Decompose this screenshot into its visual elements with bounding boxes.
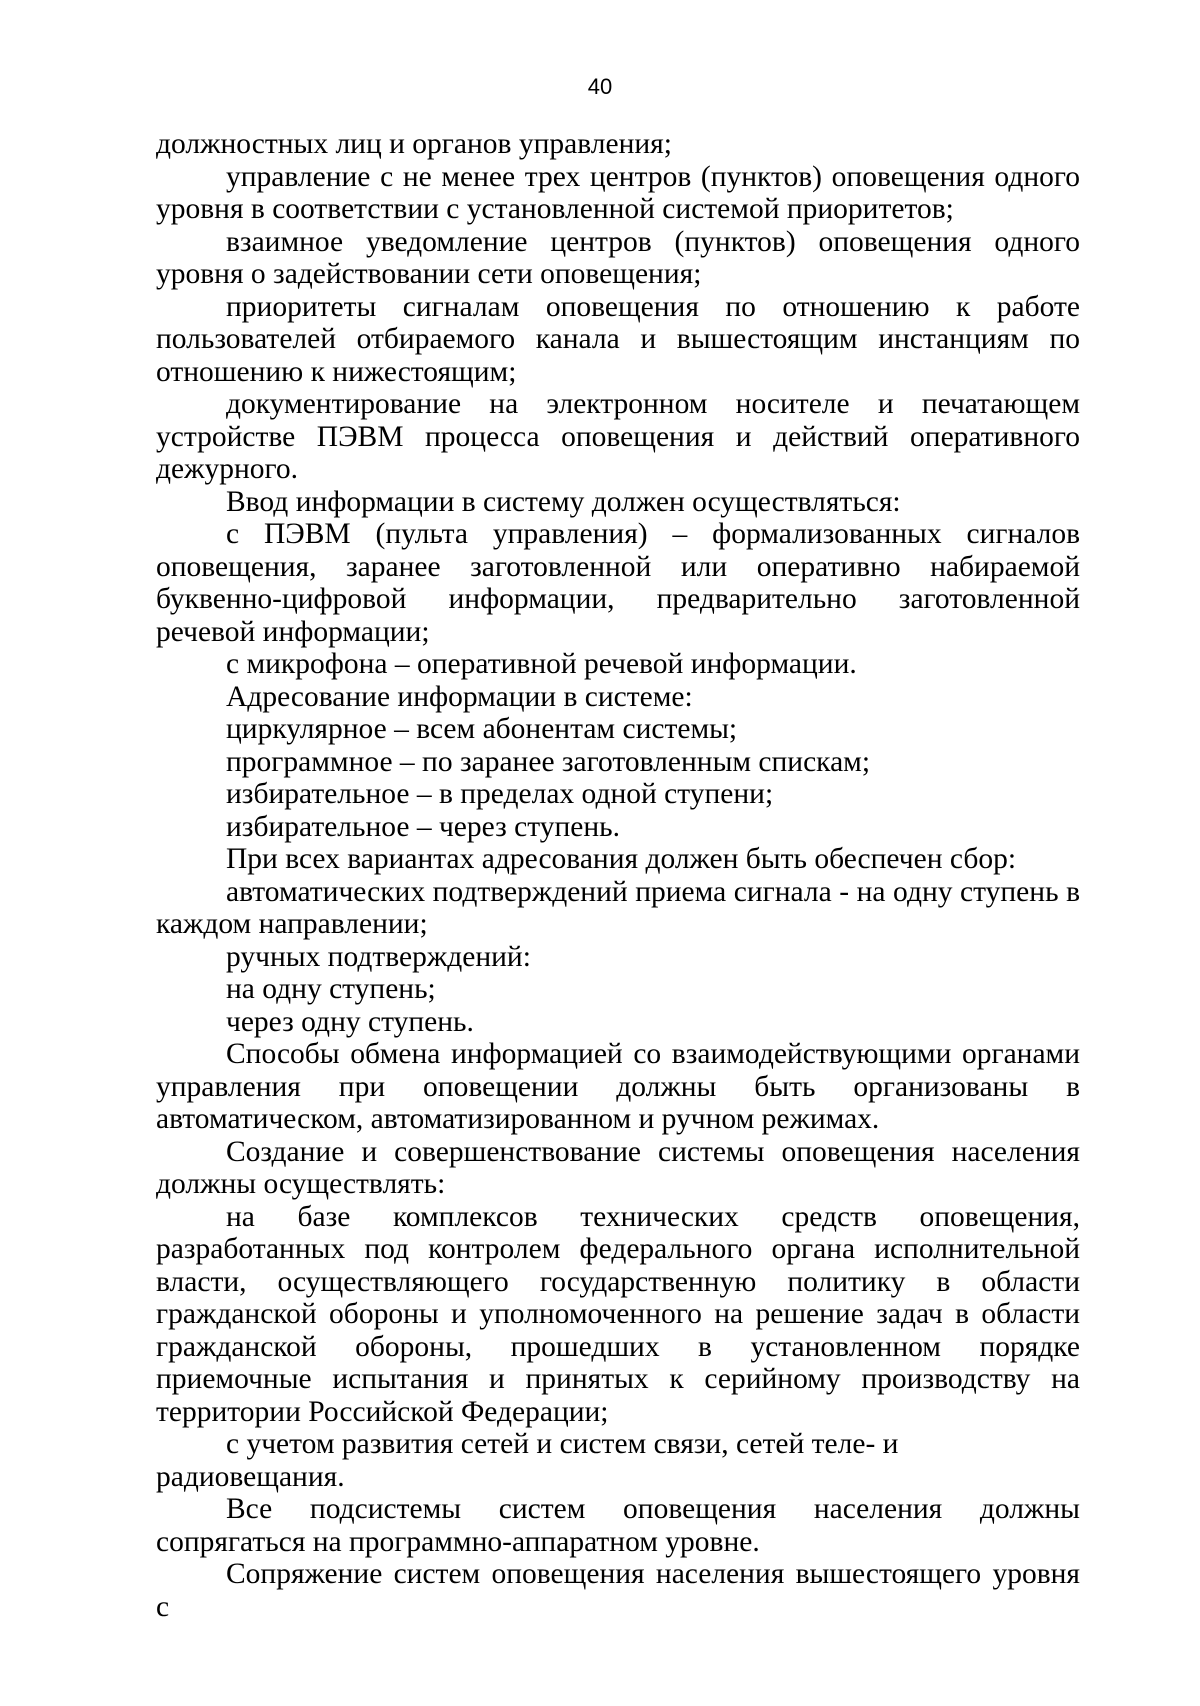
paragraph: приоритеты сигналам оповещения по отношению к работе пользователей отбираемого канала и вышестоящим инстанциям по отношению к нижестоящим; xyxy=(156,290,1080,388)
list-item: через одну ступень. xyxy=(226,1005,474,1038)
list-item: программное – по заранее заготовленным спискам; xyxy=(226,745,871,778)
list-item: на одну ступень; xyxy=(226,973,436,1005)
document-body xyxy=(156,128,1080,1623)
paragraph: документирование на электронном носителе и печатающем устройстве ПЭВМ процесса оповещения и действий оперативного дежурного. xyxy=(156,388,1080,485)
list-item: избирательное – через ступень. xyxy=(226,810,620,843)
paragraph: автоматических подтверждений приема сигнала - на одну ступень в каждом направлении; xyxy=(156,875,1080,940)
paragraph: с микрофона – оперативной речевой информации. xyxy=(226,648,857,680)
list-item: избирательное – в пределах одной ступени; xyxy=(226,778,774,810)
list-item: циркулярное – всем абонентам системы; xyxy=(226,713,738,745)
paragraph: Создание и совершенствование системы оповещения населения должны осуществлять: xyxy=(156,1135,1080,1200)
paragraph: на базе комплексов технических средств оповещения, разработанных под контролем федерального органа исполнительной власти, осуществляющего государственную политику в области гражданской обороны и уполномоченного на решение задач в области гражданской обороны, прошедших в установленном порядке приемочные испытания и принятых к серийному производству на территории Российской Федерации; xyxy=(156,1200,1080,1428)
paragraph: Способы обмена информацией со взаимодействующими органами управления при оповещении должны быть организованы в автоматическом, автоматизированном и ручном режимах. xyxy=(156,1038,1080,1135)
paragraph: Ввод информации в систему должен осуществляться: xyxy=(226,485,901,518)
list-item: ручных подтверждений: xyxy=(226,940,531,973)
paragraph-continuation: должностных лиц и органов управления; xyxy=(156,128,672,160)
paragraph: управление с не менее трех центров (пунктов) оповещения одного уровня в соответствии с установленной системой приоритетов; xyxy=(156,160,1080,225)
paragraph: При всех вариантах адресования должен быть обеспечен сбор: xyxy=(226,843,1017,875)
page-number: 40 xyxy=(587,74,613,99)
paragraph: Все подсистемы систем оповещения населения должны сопрягаться на программно-аппаратном уровне. xyxy=(156,1493,1080,1558)
paragraph: взаимное уведомление центров (пунктов) оповещения одного уровня о задействовании сети оповещения; xyxy=(156,225,1080,290)
paragraph: с ПЭВМ (пульта управления) – формализованных сигналов оповещения, заранее заготовленной или оперативно набираемой буквенно-цифровой информации, предварительно заготовленной речевой информации; xyxy=(156,518,1080,648)
paragraph: Сопряжение систем оповещения населения вышестоящего уровня с xyxy=(156,1558,1080,1623)
paragraph: с учетом развития сетей и систем связи, сетей теле- и радиовещания. xyxy=(156,1428,899,1493)
paragraph: Адресование информации в системе: xyxy=(226,680,693,713)
